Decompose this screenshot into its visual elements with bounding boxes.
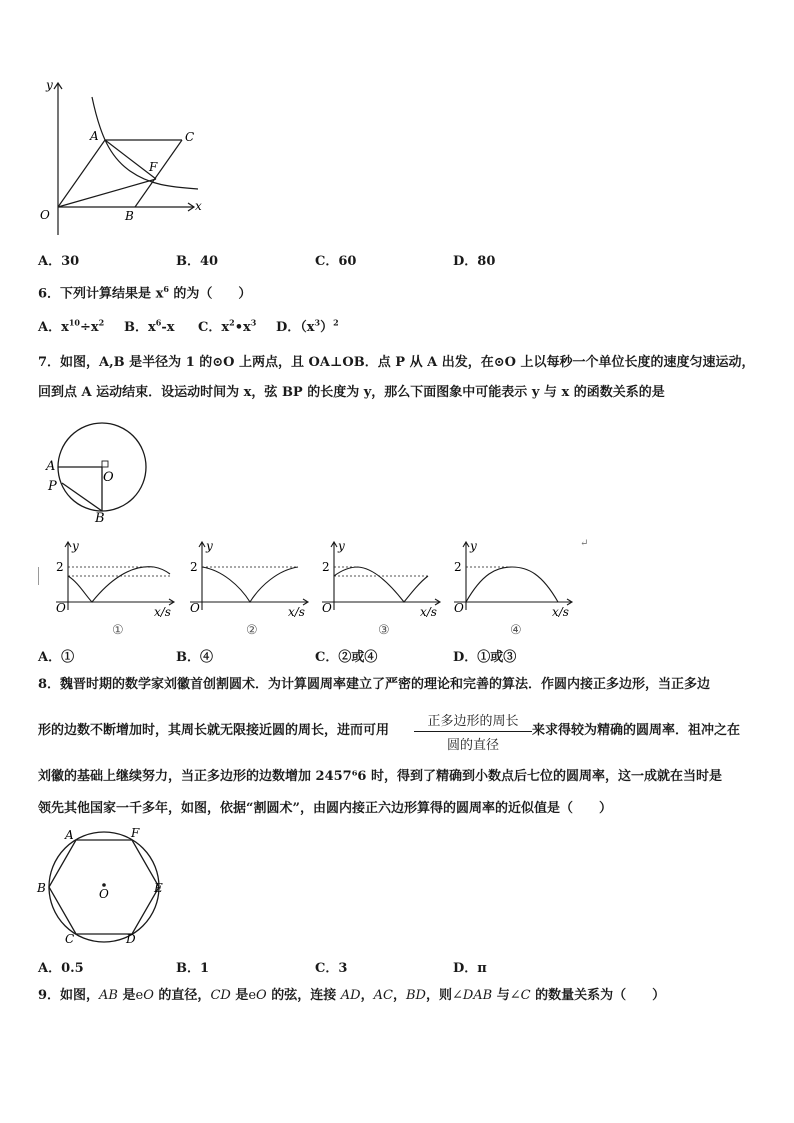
q8-line-2-pre: 形的边数不断增加时，其周长就无限接近圆的周长，进而可用	[38, 723, 390, 738]
label-c: C	[65, 932, 75, 946]
q7-graph-1	[50, 538, 180, 638]
edge-mark	[38, 567, 39, 585]
label-o: O	[40, 208, 50, 222]
tick-2: 2	[190, 560, 198, 574]
q8-line-3: 刘徽的基础上继续努力，当正多边形的边数增加 2457⁶6 时，得到了精确到小数点后七位的圆周率，这一成就在当时是	[38, 769, 722, 784]
q7-option-a: A．①	[38, 650, 75, 665]
label-y: y	[46, 78, 53, 92]
x-label: x/s	[154, 605, 171, 619]
q7-graph-4	[448, 538, 578, 638]
q5-figure	[30, 75, 210, 240]
angle-c: ∠C	[509, 988, 531, 1003]
label-b: B	[37, 881, 46, 895]
label-e: E	[154, 881, 163, 895]
label-a: A	[65, 828, 74, 842]
segment-oa	[58, 140, 105, 207]
q7-line-1: 7．如图，A,B 是半径为 1 的⊙O 上两点，且 OA⊥OB．点 P 从 A 出发，在⊙O 上以每秒一个单位长度的速度匀速运动，	[38, 355, 755, 370]
segment-of	[58, 179, 156, 207]
q5-option-a: A．30	[38, 254, 80, 269]
q8-hexagon-figure	[34, 826, 174, 946]
q8-fraction	[414, 710, 532, 753]
angle-dab: ∠DAB	[451, 988, 493, 1003]
label-a: A	[90, 129, 99, 143]
q9-stem: 9．如图，AB 是eO 的直径，CD 是eO 的弦，连接 AD，AC，BD，则∠DAB 与∠C 的数量关系为（ ）	[38, 988, 666, 1003]
q6-option-d: D．$(x^3)^2$	[276, 317, 339, 335]
fraction-numerator: 正多边形的周长	[414, 710, 532, 732]
q6-option-b: B．$x^6-x$	[124, 317, 175, 335]
q8-option-d: D．π	[453, 961, 487, 976]
q7-graph-2	[184, 538, 314, 638]
graph-number: ④	[510, 623, 522, 638]
graph-number: ③	[378, 623, 390, 638]
q8-option-c: C．3	[315, 961, 348, 976]
origin: O	[190, 601, 200, 615]
label-x: x	[195, 199, 202, 213]
q8-line-4: 领先其他国家一千多年，如图，依据“割圆术”，由圆内接正六边形算得的圆周率的近似值是（ ）	[38, 801, 612, 816]
origin: O	[454, 601, 464, 615]
segment-cb	[135, 140, 182, 207]
y-label: y	[206, 539, 213, 553]
q7-option-d: D．①或③	[453, 650, 517, 665]
segment-ab: AB	[99, 988, 118, 1003]
return-mark: ↵	[580, 538, 589, 549]
q7-circle-figure	[40, 420, 150, 525]
label-d: D	[126, 932, 136, 946]
q6-stem: 6．下列计算结果是 $x^6$ 的为（ ）	[38, 284, 252, 302]
tick-2: 2	[56, 560, 64, 574]
circle-symbol: e	[248, 988, 257, 1003]
q8-option-b: B．1	[176, 961, 210, 976]
fraction-denominator: 圆的直径	[446, 738, 499, 753]
q7-line-2: 回到点 A 运动结束．设运动时间为 x，弦 BP 的长度为 y，那么下面图象中可能表示 y 与 x 的函数关系的是	[38, 385, 665, 400]
q5-option-b: B．40	[176, 254, 219, 269]
label-p: P	[48, 479, 57, 494]
curve	[68, 567, 170, 602]
y-label: y	[338, 539, 345, 553]
label-b: B	[125, 209, 134, 223]
origin: O	[56, 601, 66, 615]
graph-number: ①	[112, 623, 124, 638]
y-label: y	[72, 539, 79, 553]
label-f: F	[149, 160, 158, 174]
x-label: x/s	[288, 605, 305, 619]
q7-graph-3	[316, 538, 446, 638]
origin: O	[322, 601, 332, 615]
y-label: y	[470, 539, 477, 553]
q7-option-c: C．②或④	[315, 650, 378, 665]
circle-symbol: e	[135, 988, 144, 1003]
label-b: B	[95, 511, 105, 525]
label-o: O	[103, 470, 114, 485]
tick-2: 2	[454, 560, 462, 574]
right-angle-mark	[102, 461, 108, 467]
label-o: O	[99, 887, 109, 901]
q5-option-d: D．80	[453, 254, 496, 269]
q5-option-c: C．60	[315, 254, 357, 269]
q8-line-1: 8．魏晋时期的数学家刘徽首创割圆术．为计算圆周率建立了严密的理论和完善的算法．作圆内接正多边形，当正多边	[38, 677, 711, 692]
graph-number: ②	[246, 623, 258, 638]
x-label: x/s	[552, 605, 569, 619]
q8-line-2-post: 来求得较为精确的圆周率．祖冲之在	[532, 723, 741, 738]
tick-2: 2	[322, 560, 330, 574]
label-a: A	[46, 459, 56, 474]
q6-option-c: C．$x^2•x^3$	[198, 317, 257, 335]
q7-option-b: B．④	[176, 650, 213, 665]
curve	[334, 567, 428, 602]
label-c: C	[185, 130, 195, 144]
q8-option-a: A．0.5	[38, 961, 84, 976]
hyperbola-curve	[92, 97, 198, 189]
curve	[202, 567, 298, 602]
label-f: F	[131, 826, 140, 840]
segment-cd: CD	[210, 988, 231, 1003]
x-label: x/s	[420, 605, 437, 619]
curve	[466, 567, 558, 602]
q6-option-a: A．$x^{10}\div x^2$	[38, 317, 105, 335]
